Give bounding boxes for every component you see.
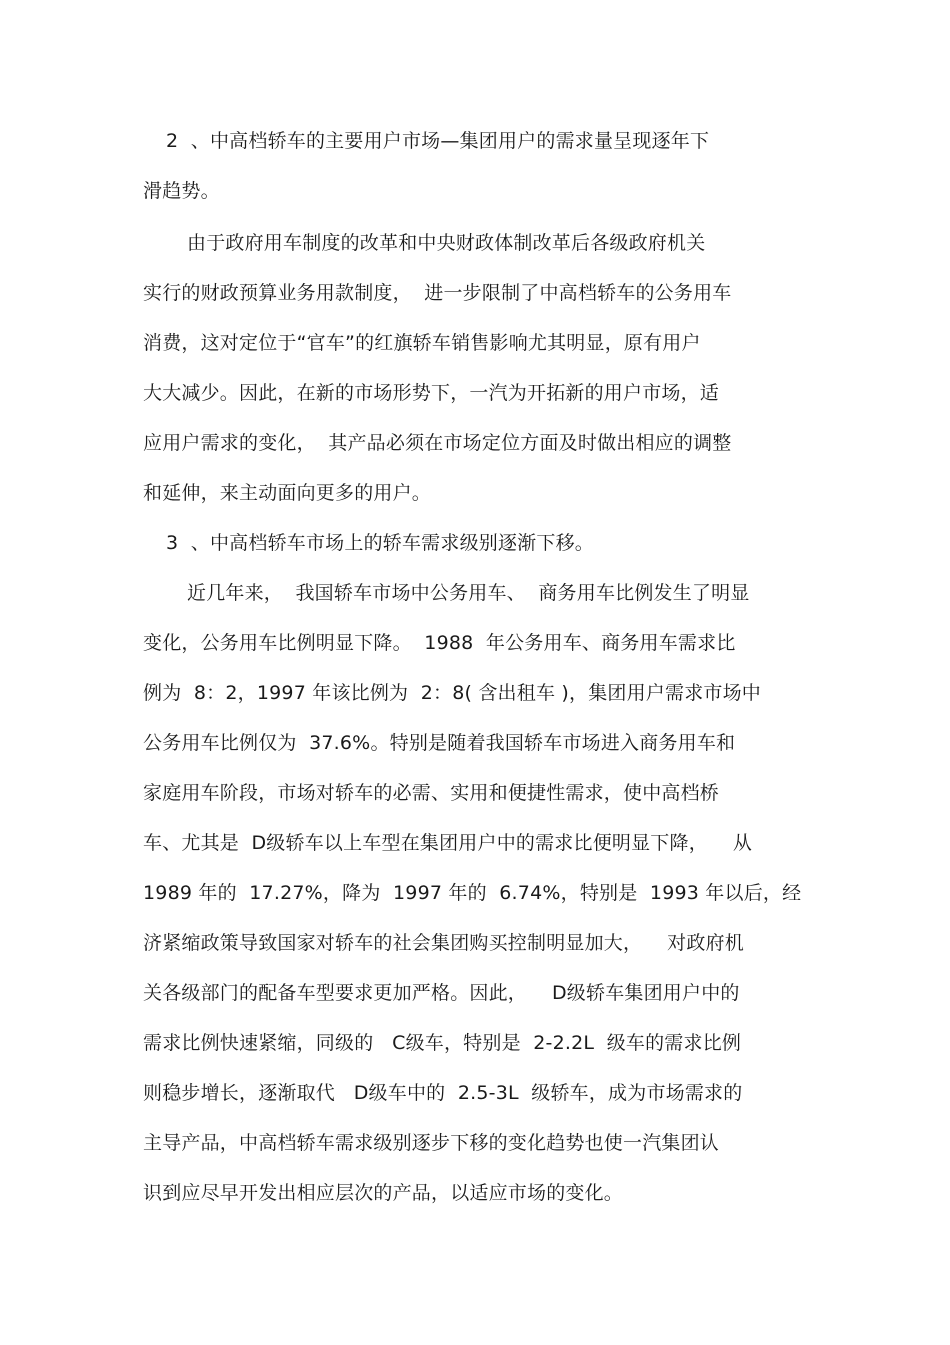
text-line: 济紧缩政策导致国家对轿车的社会集团购买控制明显加大， 对政府机 — [143, 932, 744, 954]
text-line: 实行的财政预算业务用款制度， 进一步限制了中高档轿车的公务用车 — [143, 282, 732, 304]
text-line: 由于政府用车制度的改革和中央财政体制改革后各级政府机关 — [187, 232, 706, 254]
text-line: 家庭用车阶段，市场对轿车的必需、实用和便捷性需求，使中高档桥 — [143, 782, 720, 804]
text-line: 变化，公务用车比例明显下降。 1988 年公务用车、商务用车需求比 — [143, 632, 736, 654]
text-line: 例为 8：2，1997 年该比例为 2：8( 含出租车 )，集团用户需求市场中 — [143, 682, 762, 704]
text-line: 关各级部门的配备车型要求更加严格。因此， D级轿车集团用户中的 — [143, 982, 740, 1004]
text-line: 车、尤其是 D级轿车以上车型在集团用户中的需求比便明显下降， 从 — [143, 832, 753, 854]
text-line: 主导产品，中高档轿车需求级别逐步下移的变化趋势也使一汽集团认 — [143, 1132, 720, 1154]
text-line: 1989 年的 17.27%，降为 1997 年的 6.74%，特别是 1993 年以后，经 — [143, 882, 802, 904]
text-line: 消费，这对定位于“官车”的红旗轿车销售影响尤其明显，原有用户 — [143, 332, 701, 354]
text-line: 则稳步增长，逐渐取代 D级车中的 2.5-3L 级轿车，成为市场需求的 — [143, 1082, 743, 1104]
text-line: 和延伸，来主动面向更多的用户。 — [143, 482, 432, 504]
text-line: 滑趋势。 — [143, 180, 220, 202]
text-line: 识到应尽早开发出相应层次的产品，以适应市场的变化。 — [143, 1182, 624, 1204]
text-line: 公务用车比例仅为 37.6%。特别是随着我国轿车市场进入商务用车和 — [143, 732, 736, 754]
section-heading-3: 3 、中高档轿车市场上的轿车需求级别逐渐下移。 — [166, 532, 594, 554]
text-line: 大大减少。因此，在新的市场形势下，一汽为开拓新的用户市场，适 — [143, 382, 720, 404]
text-line: 近几年来， 我国轿车市场中公务用车、 商务用车比例发生了明显 — [187, 582, 750, 604]
section-heading-2: 2 、中高档轿车的主要用户市场—集团用户的需求量呈现逐年下 — [166, 130, 710, 152]
text-line: 应用户需求的变化， 其产品必须在市场定位方面及时做出相应的调整 — [143, 432, 732, 454]
text-line: 需求比例快速紧缩，同级的 C级车，特别是 2-2.2L 级车的需求比例 — [143, 1032, 742, 1054]
